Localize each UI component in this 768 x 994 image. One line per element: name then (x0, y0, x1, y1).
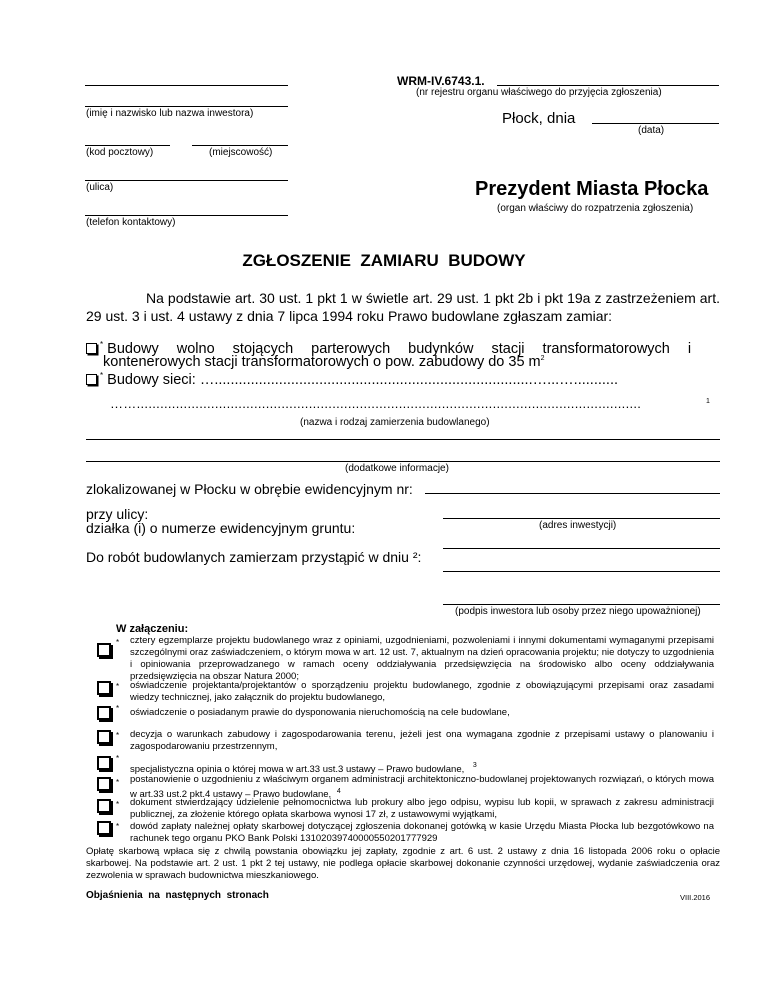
investor-name-line-2[interactable] (85, 106, 288, 107)
date-field[interactable] (592, 123, 719, 124)
option2-marker: * (100, 371, 104, 380)
authority-name: Prezydent Miasta Płocka (475, 178, 709, 200)
postal-code-line[interactable] (85, 145, 170, 146)
attachment-6-checkbox[interactable] (97, 777, 111, 791)
option1-line1: Budowy wolno stojących parterowych budynków stacji transformatorowych i (107, 341, 692, 357)
start-date-field-1[interactable] (443, 548, 720, 549)
investor-name-line-1[interactable] (85, 85, 288, 86)
place-date-label: Płock, dnia (502, 110, 576, 127)
signature-field[interactable] (443, 604, 720, 605)
attachment-5-text: specjalistyczna opinia o której mowa w art.33 ust.3 ustawy – Prawo budowlane, (130, 764, 465, 775)
fee-note: Opłatę skarbową wpłaca się z chwilą powstania obowiązku jej zapłaty, zgodnie z art. 6 ust. 2 ustawy z dnia 16 listopada 2006 roku o opłacie skarbowej. Na podstawie art. 2 ust. 1 pkt 2 tej ustawy, nie podlega opłacie skarbowej dokonanie czynności urzędowej, wydanie zaświadczenia oraz zezwolenia w sprawach budownictwa mieszkaniowego. (86, 846, 720, 881)
legal-basis-text: Na podstawie art. 30 ust. 1 pkt 1 w świetle art. 29 ust. 1 pkt 2b i pkt 19a z zastrzeżeniem art. 29 ust. 3 i ust. 4 ustawy z dnia 7 lipca 1994 roku Prawo budowlane zgłaszam zamiar: (86, 290, 720, 324)
option-network (86, 371, 618, 388)
address-field[interactable] (443, 518, 720, 519)
attachment-8-text: dowód zapłaty należnej opłaty skarbowej dotyczącej zgłoszenia dokonanej gotówką w kasie Urzędu Miasta Płocka lub bezgotówkowo na rachunek tego organu PKO Bank Polski 13102039740000550201777929 (130, 821, 714, 844)
option2-dots[interactable]: …...............................................................................…...…........... (199, 372, 619, 388)
date-caption: (data) (638, 125, 665, 136)
street-caption: (ulica) (86, 182, 114, 193)
attachment-6-footnote: 4 (336, 788, 341, 795)
attachment-7-star: * (116, 800, 120, 809)
network-checkbox[interactable] (86, 374, 97, 385)
attachment-2-text: oświadczenie projektanta/projektantów o sporządzeniu projektu budowlanego, zgodnie z obowiązującymi przepisami oraz zasadami wiedzy technicznej, jako załącznik do projektu budowlanego, (130, 680, 714, 703)
form-title: ZGŁOSZENIE ZAMIARU BUDOWY (242, 251, 526, 270)
attachment-7-text: dokument stwierdzający udzielenie pełnomocnictwa lub prokury albo jego odpisu, wypisu lub kopii, w sprawach z zakresu administracji publicznej, za złożenie którego opłata skarbowa wynosi 17 zł, z ustawowymi wyjątkami, (130, 797, 714, 820)
address-caption: (adres inwestycji) (539, 520, 617, 531)
attachment-2-star: * (116, 682, 120, 691)
attachment-1-star: * (116, 638, 120, 647)
investor-name-caption: (imię i nazwisko lub nazwa inwestora) (86, 108, 254, 119)
dots-footnote: 1 (706, 398, 710, 405)
attachment-4-checkbox[interactable] (97, 730, 111, 744)
additional-info-line-1[interactable] (86, 439, 720, 440)
attachment-8-star: * (116, 822, 120, 831)
attachment-2-checkbox[interactable] (97, 681, 111, 695)
attachment-6-star: * (116, 778, 120, 787)
form-version: VIII.2016 (680, 893, 711, 902)
option1-marker: * (100, 340, 104, 349)
phone-caption: (telefon kontaktowy) (86, 217, 176, 228)
plot-label: działka (i) o numerze ewidencyjnym gruntu: (86, 520, 356, 536)
registry-number-caption: (nr rejestru organu właściwego do przyjęcia zgłoszenia) (416, 87, 662, 98)
attachment-6-text: postanowienie o uzgodnieniu z właściwym organem administracji architektoniczno-budowlanej projektowanych rozwiązań, o których mowa w art.33 ust.2 pkt.4 ustawy – Prawo budowlane, (130, 774, 714, 800)
project-name-caption: (nazwa i rodzaj zamierzenia budowlanego) (300, 417, 490, 428)
start-date-label: Do robót budowlanych zamierzam przystąpić w dniu ²: (86, 549, 422, 565)
attachment-3-text: oświadczenie o posiadanym prawie do dysponowania nieruchomością na cele budowlane, (130, 707, 510, 718)
attachments-heading: W załączeniu: (116, 623, 189, 635)
start-date-field-2[interactable] (443, 571, 720, 572)
additional-info-line-2[interactable] (86, 461, 720, 462)
project-name-dots[interactable]: ……................................................................................................................................. (110, 396, 642, 411)
attachment-3-checkbox[interactable] (97, 706, 111, 720)
street-line[interactable] (85, 180, 288, 181)
city-caption: (miejscowość) (209, 147, 273, 158)
attachment-4-star: * (116, 731, 120, 740)
option1-sup: 2 (540, 355, 545, 363)
signature-caption: (podpis inwestora lub osoby przez niego upoważnionej) (455, 606, 701, 617)
explanations-note: Objaśnienia na następnych stronach (86, 890, 269, 901)
authority-caption: (organ właściwy do rozpatrzenia zgłoszenia) (497, 203, 694, 214)
city-line[interactable] (192, 145, 288, 146)
option1-line2: kontenerowych stacji transformatorowych o pow. zabudowy do 35 m (103, 354, 541, 370)
additional-info-caption: (dodatkowe informacje) (345, 463, 449, 474)
registry-number-label: WRM-IV.6743.1. (397, 74, 485, 88)
transformer-stations-checkbox[interactable] (86, 343, 97, 354)
attachment-5-star: * (116, 754, 120, 763)
option2-label: Budowy sieci: (107, 372, 196, 388)
attachment-3-star: * (116, 704, 120, 713)
registry-number-field[interactable] (497, 85, 719, 86)
postal-code-caption: (kod pocztowy) (86, 147, 154, 158)
attachment-5-footnote: 3 (472, 762, 477, 769)
attachment-7-checkbox[interactable] (97, 799, 111, 813)
attachment-1-text: cztery egzemplarze projektu budowlanego wraz z opiniami, uzgodnieniami, pozwoleniami i innymi dokumentami wymaganymi przepisami szczególnymi oraz zaświadczeniem, o którym mowa w art. 12 ust. 7, aktualnym na dzień opracowania projektu; nie dotyczy to uzgodnienia i opiniowania przeprowadzanego w ramach oceny oddziaływania przedsięwzięcia na środowisko albo oceny oddziaływania przedsięwzięcia na obszar Natura 2000; (130, 635, 714, 682)
phone-line[interactable] (85, 215, 288, 216)
attachment-5-checkbox[interactable] (97, 756, 111, 770)
attachment-4-text: decyzja o warunkach zabudowy i zagospodarowania terenu, jeżeli jest ona wymagana zgodnie z przepisami ustawy o planowaniu i zagospodarowaniu przestrzennym, (130, 729, 714, 752)
attachment-1-checkbox[interactable] (97, 643, 111, 657)
precinct-field[interactable] (425, 493, 720, 494)
option1-line2-row (103, 354, 545, 370)
precinct-label: zlokalizowanej w Płocku w obrębie ewidencyjnym nr: (86, 481, 413, 497)
street-label: przy ulicy: (86, 506, 149, 522)
attachment-8-checkbox[interactable] (97, 821, 111, 835)
